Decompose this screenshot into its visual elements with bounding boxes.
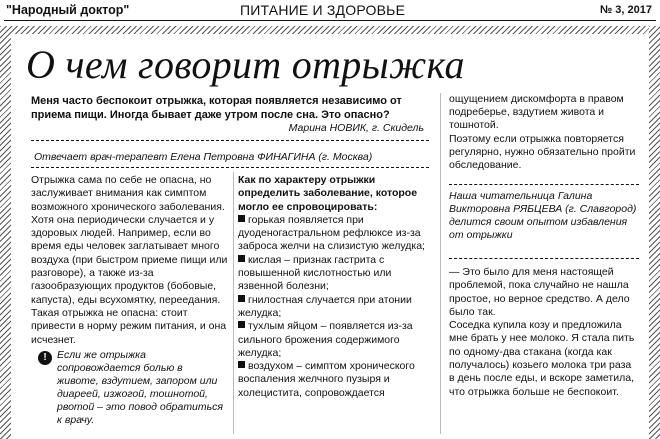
- article-title: О чем говорит отрыжка: [26, 42, 465, 87]
- hatched-border-top: [0, 26, 660, 34]
- list-item: горькая появляется при дуоденогастральном рефлюксе из-за заброса желчи на слизистую желудка;: [238, 213, 425, 253]
- list-item: гнилостная случается при атонии желудка;: [238, 293, 412, 319]
- list-item: тухлым яйцом – появляется из-за сильного брожения содержимого желудка;: [238, 320, 413, 359]
- issue-number: № 3, 2017: [599, 4, 652, 16]
- question-signature: Марина НОВИК, г. Скидель: [288, 122, 424, 134]
- reader-intro: Наша читательница Галина Викторовна РЯБЦЕВА (г. Славгород) делится своим опытом избавления от отрыжки: [449, 190, 637, 241]
- list-lead: Как по характеру отрыжки определить заболевание, которое могло ее спровоцировать:: [238, 174, 418, 213]
- bullet-icon: [238, 321, 245, 328]
- reader-story: [449, 266, 639, 399]
- bullet-icon: [238, 361, 245, 368]
- body-paragraph: Отрыжка сама по себе не опасна, но заслуживает внимания как симптом возможного хронического заболевания. Хотя она периодически случается и у здоровых людей. Например, если во время еды человек заглатывает много воздуха (при быстром приеме пищи или разговоре), а также из-за газообразующих продуктов (бобовые, капуста), еды всухомятку, переедания. Такая отрыжка не опасна: стоит привести в норму режим питания, и она исчезнет.: [31, 174, 228, 346]
- bullet-icon: [238, 255, 245, 262]
- warning-callout: Если же отрыжка сопровождается болью в животе, вздутием, запором или диареей, изжогой, тошнотой, рвотой – это повод обратиться к врачу.: [57, 349, 224, 426]
- article-column-1: [31, 174, 231, 347]
- publication-name: "Народный доктор": [6, 3, 130, 17]
- bullet-icon: [238, 295, 245, 302]
- body-paragraph: Соседка купила козу и предложила мне брать у нее молоко. Я стала пить по одному-два стакана (когда как получалось) козьего молока три раза в день после еды, и вскоре заметила, что отрыжка больше не беспокоит.: [449, 319, 635, 398]
- reader-question: Меня часто беспокоит отрыжка, которая появляется независимо от приема пищи. Иногда бывает даже утром после сна. Это опасно?: [31, 95, 402, 121]
- exclamation-icon: !: [38, 351, 52, 365]
- inset-divider-bottom: [449, 258, 639, 259]
- body-paragraph: — Это было для меня настоящей проблемой, пока случайно не нашла простое, но верное средство. А дело было так.: [449, 266, 630, 318]
- inset-divider-top: [449, 184, 639, 185]
- answer-divider: [31, 167, 429, 168]
- header-rule: [4, 20, 656, 21]
- list-item: кислая – признак гастрита с повышенной кислотностью или язвенной болезни;: [238, 253, 392, 293]
- article-column-3: [449, 93, 639, 172]
- section-title: ПИТАНИЕ И ЗДОРОВЬЕ: [240, 2, 406, 18]
- list-item: воздухом – симптом хронического воспаления желчного пузыря и холецистита, сопровождается: [238, 360, 415, 399]
- question-divider: [31, 140, 429, 141]
- article-column-2: [238, 174, 429, 400]
- answer-attribution: Отвечает врач-терапевт Елена Петровна ФИНАГИНА (г. Москва): [34, 151, 373, 163]
- body-paragraph: ощущением дискомфорта в правом подреберье, вздутием живота и тошнотой.: [449, 93, 624, 132]
- column-divider: [440, 93, 441, 434]
- bullet-icon: [238, 215, 245, 222]
- hatched-border-right: [649, 26, 660, 439]
- body-paragraph: Поэтому если отрыжка повторяется регулярно, нужно обязательно пройти обследование.: [449, 132, 636, 172]
- column-divider: [233, 172, 234, 434]
- hatched-border-left: [0, 26, 11, 439]
